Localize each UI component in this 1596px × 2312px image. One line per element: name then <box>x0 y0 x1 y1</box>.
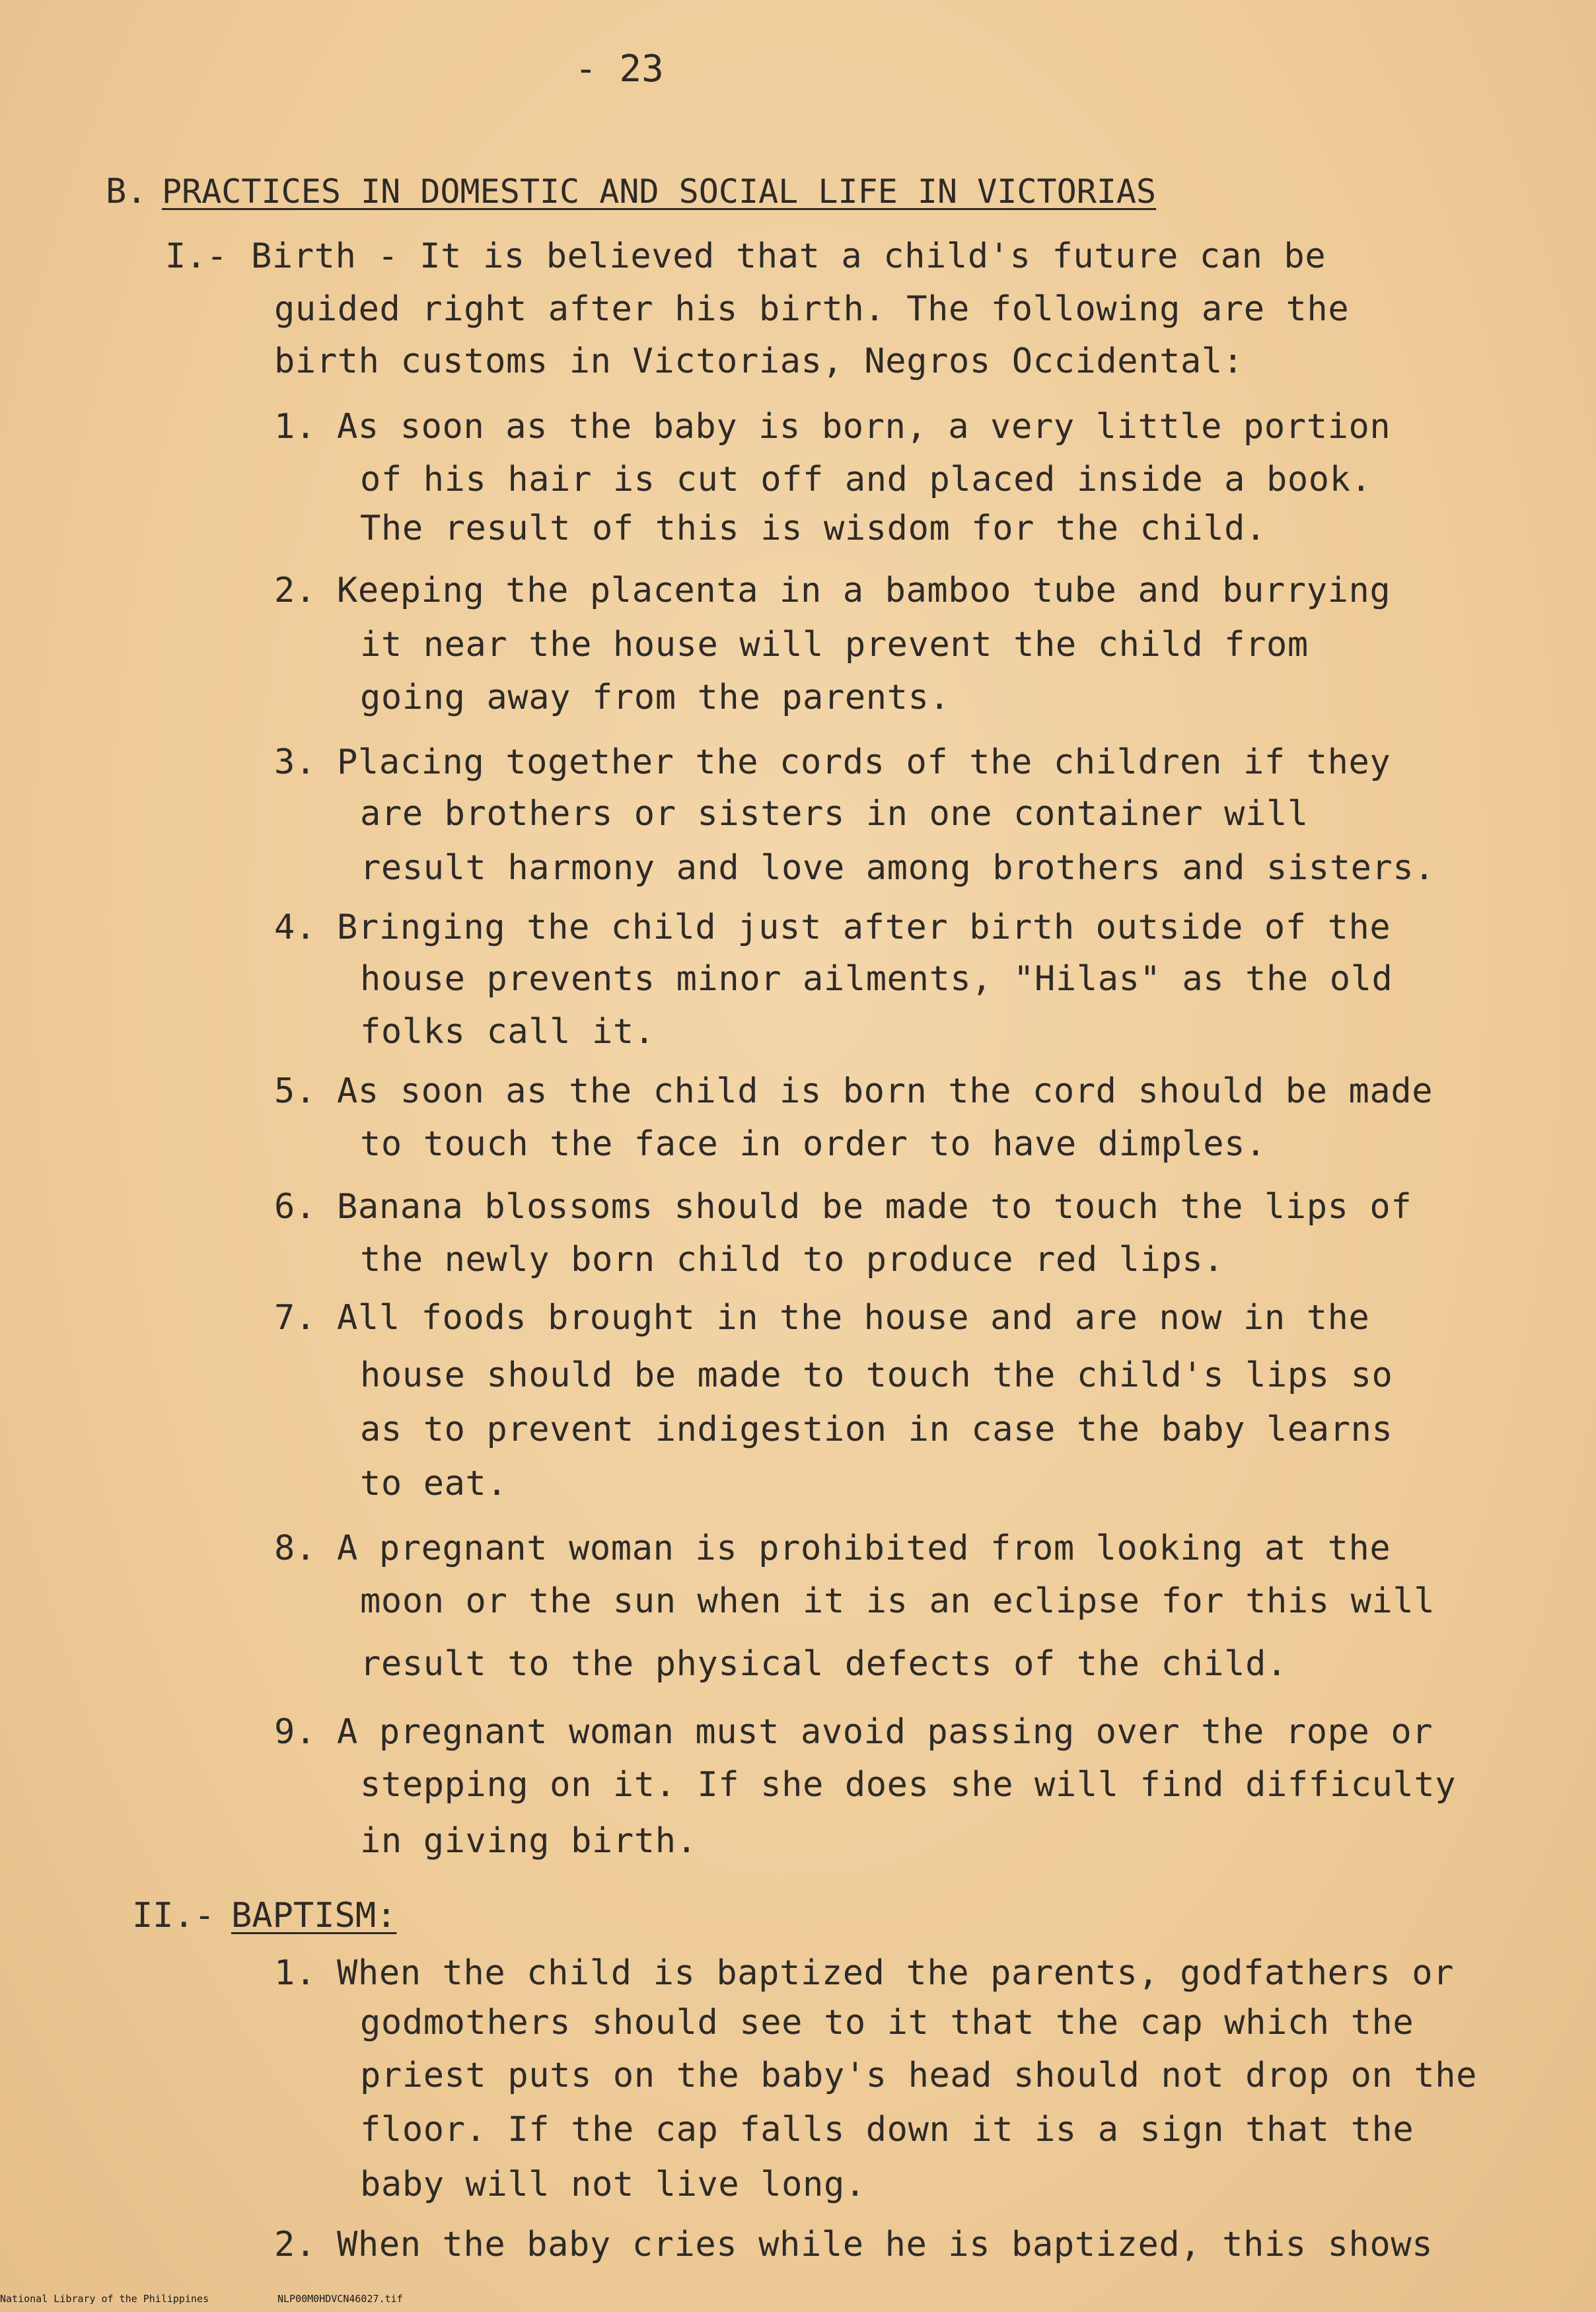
baptism-item-number: 1. <box>274 1953 316 1993</box>
birth-item-line: moon or the sun when it is an eclipse for this will <box>360 1581 1435 1621</box>
baptism-item-number: 2. <box>274 2225 316 2264</box>
birth-item-number: 6. <box>274 1187 316 1227</box>
birth-item-line: it near the house will prevent the child from <box>360 625 1309 665</box>
birth-item-number: 4. <box>274 908 316 947</box>
baptism-item-line: priest puts on the baby's head should not drop on the <box>360 2056 1478 2095</box>
footer-library-name: National Library of the Philippines <box>0 2293 209 2305</box>
baptism-label: II.- <box>132 1896 215 1935</box>
birth-label: I.- <box>165 236 227 276</box>
birth-item-line: are brothers or sisters in one container will <box>360 794 1309 834</box>
baptism-item-line: When the child is baptized the parents, godfathers or <box>337 1953 1455 1993</box>
birth-item-line: result harmony and love among brothers and sisters. <box>360 848 1435 888</box>
birth-item-line: Placing together the cords of the children if they <box>337 742 1391 782</box>
birth-item-line: Banana blossoms should be made to touch the lips of <box>337 1187 1412 1227</box>
birth-item-line: Keeping the placenta in a bamboo tube and burrying <box>337 571 1391 610</box>
baptism-item-line: floor. If the cap falls down it is a sign that the <box>360 2110 1414 2149</box>
birth-item-number: 2. <box>274 571 316 610</box>
birth-item-line: stepping on it. If she does she will find difficulty <box>360 1765 1457 1805</box>
birth-item-line: folks call it. <box>360 1012 655 1052</box>
birth-item-line: going away from the parents. <box>360 678 951 717</box>
baptism-item-line: When the baby cries while he is baptized, this shows <box>337 2225 1433 2264</box>
page-number: - 23 <box>575 48 664 90</box>
birth-item-line: to eat. <box>360 1464 508 1503</box>
birth-intro-line: Birth - It is believed that a child's future can be <box>251 236 1326 276</box>
birth-item-line: All foods brought in the house and are now in the <box>337 1298 1370 1338</box>
birth-item-line: to touch the face in order to have dimples. <box>360 1124 1266 1164</box>
birth-item-line: of his hair is cut off and placed inside a book. <box>360 460 1372 499</box>
birth-item-number: 3. <box>274 742 316 782</box>
birth-item-line: As soon as the baby is born, a very little portion <box>337 407 1391 447</box>
birth-item-line: in giving birth. <box>360 1821 698 1861</box>
birth-item-number: 9. <box>274 1712 316 1752</box>
birth-item-number: 5. <box>274 1071 316 1111</box>
birth-item-number: 7. <box>274 1298 316 1338</box>
baptism-item-line: godmothers should see to it that the cap which the <box>360 2003 1414 2042</box>
birth-intro-line: birth customs in Victorias, Negros Occidental: <box>274 342 1244 381</box>
birth-item-number: 1. <box>274 407 316 447</box>
birth-intro-line: guided right after his birth. The following are the <box>274 289 1350 329</box>
section-b-prefix: B. <box>106 172 147 211</box>
birth-item-line: the newly born child to produce red lips. <box>360 1240 1225 1280</box>
birth-item-line: house should be made to touch the child's lips so <box>360 1355 1393 1395</box>
birth-item-line: A pregnant woman is prohibited from looking at the <box>337 1529 1391 1568</box>
birth-item-line: A pregnant woman must avoid passing over the rope or <box>337 1712 1433 1752</box>
baptism-title: BAPTISM: <box>231 1896 397 1935</box>
footer-file-id: NLP00M0HDVCN46027.tif <box>277 2293 403 2305</box>
birth-item-line: as to prevent indigestion in case the baby learns <box>360 1410 1393 1449</box>
birth-item-line: Bringing the child just after birth outside of the <box>337 908 1391 947</box>
birth-item-line: As soon as the child is born the cord should be made <box>337 1071 1433 1111</box>
birth-item-line: house prevents minor ailments, "Hilas" as the old <box>360 959 1393 999</box>
baptism-item-line: baby will not live long. <box>360 2165 866 2204</box>
birth-item-line: The result of this is wisdom for the child. <box>360 509 1266 548</box>
birth-item-line: result to the physical defects of the child. <box>360 1644 1288 1684</box>
birth-item-number: 8. <box>274 1529 316 1568</box>
section-b-title: PRACTICES IN DOMESTIC AND SOCIAL LIFE IN VICTORIAS <box>162 172 1157 211</box>
